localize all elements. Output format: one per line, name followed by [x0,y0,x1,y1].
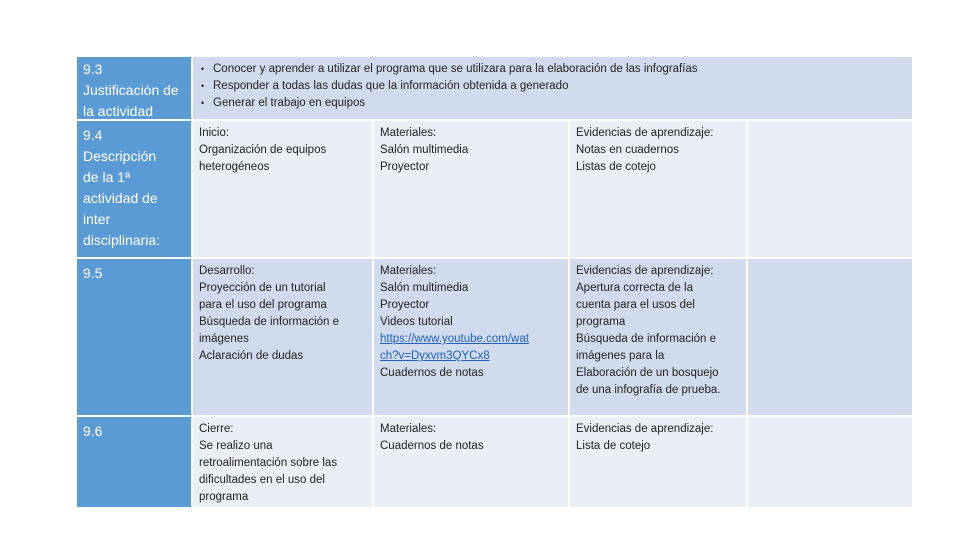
cell-line: Lista de cotejo [576,440,651,452]
cell-line: Organización de equipos [199,144,327,156]
cell-line: Evidencias de aprendizaje: [576,423,714,435]
cell-line: Desarrollo: [199,265,255,277]
r1-c4-empty [748,121,912,257]
cell-line: 9.5 [83,265,103,281]
cell-line: Cuadernos de notas [380,440,484,452]
bullet-item: • Generar el trabajo en equipos [213,95,906,112]
r3-c4-empty [748,417,912,507]
r3-c3 [570,417,746,507]
r1-c3 [570,121,746,257]
cell-line: Materiales: [380,127,437,139]
r2-c3 [570,259,746,415]
cell-line: la actividad [83,103,154,119]
cell-line: Búsqueda de información e [576,333,717,345]
r3-c2 [374,417,568,507]
cell-line: Elaboración de un bosquejo [576,367,719,379]
cell-line: Materiales: [380,423,437,435]
cell-line: 9.6 [83,423,103,439]
bullet-item: • Responder a todas las dudas que la información obtenida a generado [213,78,906,95]
cell-line: Salón multimedia [380,144,469,156]
cell-line: cuenta para el usos del [576,299,695,311]
bullet-item: • Conocer y aprender a utilizar el programa que se utilizara para la elaboración de las infografías [213,61,906,78]
cell-line: 9.4 [83,127,103,143]
r2-c4-empty [748,259,912,415]
cell-line: de la 1ª [83,169,131,185]
cell-line: Descripción [83,148,157,164]
cell-line: Proyección de un tutorial [199,282,326,294]
r1-c1 [193,121,372,257]
row-label-9-5 [77,259,191,415]
cell-line: Evidencias de aprendizaje: [576,265,714,277]
r1-c2 [374,121,568,257]
cell-line: Aclaración de dudas [199,350,304,362]
cell-line: Búsqueda de información e [199,316,340,328]
cell-line: Materiales: [380,265,437,277]
cell-line: de una infografía de prueba. [576,384,721,396]
cell-line: heterogéneos [199,161,270,173]
cell-line: Justificación de [83,82,179,98]
cell-line: Inicio: [199,127,230,139]
cell-line: imágenes para la [576,350,665,362]
r2-c2 [374,259,568,415]
justification-cell [193,57,912,119]
cell-line: Salón multimedia [380,282,469,294]
tutorial-link[interactable]: https://www.youtube.com/wat [380,333,529,345]
cell-line: 9.3 [83,61,103,77]
tutorial-link[interactable]: ch?v=Dyxvm3QYCx8 [380,350,490,362]
cell-line: Apertura correcta de la [576,282,693,294]
cell-line: imágenes [199,333,249,345]
justification-list [199,61,906,112]
cell-line: Videos tutorial [380,316,453,328]
cell-line: disciplinaria: [83,232,161,248]
row-label-9-4 [77,121,191,257]
cell-line: Evidencias de aprendizaje: [576,127,714,139]
cell-line: Se realizo una [199,440,273,452]
cell-line: actividad de [83,190,158,206]
cell-line: programa [576,316,626,328]
r2-c1 [193,259,372,415]
cell-line: Proyector [380,161,430,173]
cell-line: Cierre: [199,423,234,435]
cell-line: inter [83,211,111,227]
r3-c1 [193,417,372,507]
row-label-9-3 [77,57,191,119]
cell-line: dificultades en el uso del [199,474,325,486]
cell-line: retroalimentación sobre las [199,457,338,469]
cell-line: Notas en cuadernos [576,144,679,156]
cell-line: para el uso del programa [199,299,327,311]
row-label-9-6 [77,417,191,507]
cell-line: Cuadernos de notas [380,367,484,379]
cell-line: Listas de cotejo [576,161,656,173]
cell-line: programa [199,491,249,503]
cell-line: Proyector [380,299,430,311]
